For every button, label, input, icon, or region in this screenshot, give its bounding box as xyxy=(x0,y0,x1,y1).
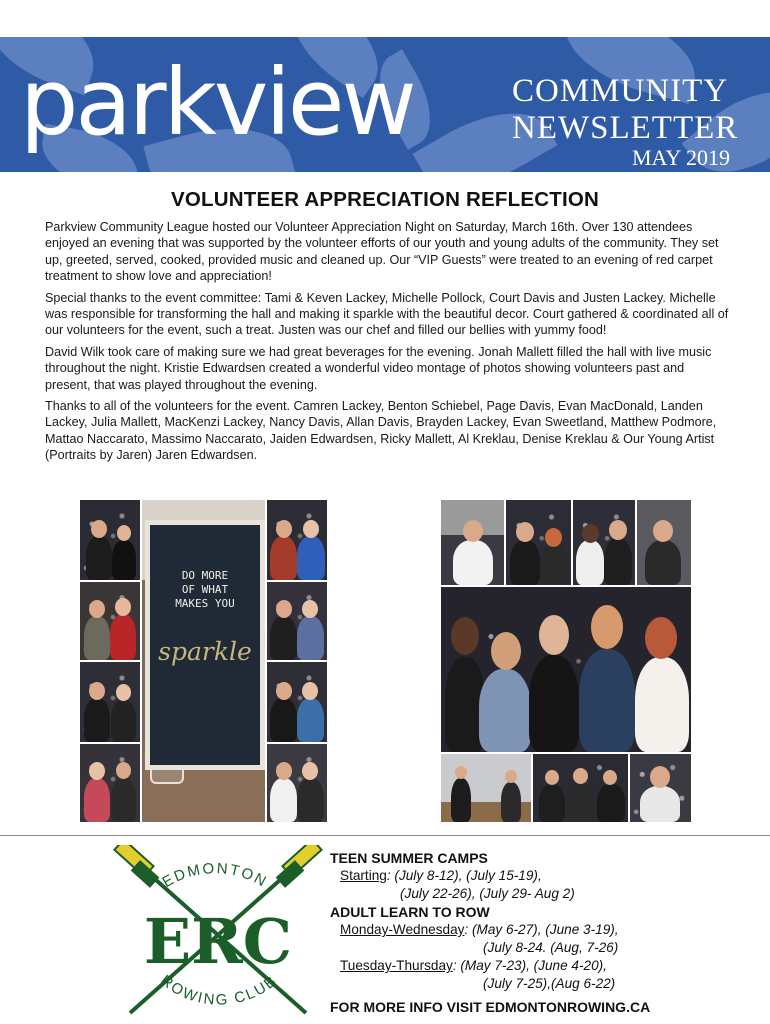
article-paragraph: Special thanks to the event committee: Tami & Keven Lackey, Michelle Pollock, Court Davis and Justen Lackey. Michelle was responsible for transforming the hall and making it sparkle with the beautiful decor. Court gathered & coordinated all of our volunteers for the event, such a treat. Justen was our chef and filled our bellies with yummy food! xyxy=(45,290,729,338)
edmonton-rowing-club-logo xyxy=(110,845,325,1020)
masthead-title: parkview xyxy=(20,49,414,156)
event-photo xyxy=(80,500,140,580)
teen-camps-line: Starting: (July 8-12), (July 15-19), xyxy=(340,868,542,883)
newsletter-masthead xyxy=(0,37,770,172)
masthead-subtitle-community: COMMUNITY xyxy=(512,73,729,109)
logo-monogram: ERC xyxy=(143,905,293,978)
mw-schedule-line: (July 8-24. (Aug, 7-26) xyxy=(483,940,619,955)
masthead-subtitle-newsletter: NEWSLETTER xyxy=(512,110,739,146)
event-photo xyxy=(637,500,691,585)
event-photo xyxy=(506,500,571,585)
svg-text:EDMONTON xyxy=(160,860,271,891)
adult-learn-heading: ADULT LEARN TO ROW xyxy=(330,904,490,920)
event-photo xyxy=(533,754,628,822)
mw-schedule-line: Monday-Wednesday: (May 6-27), (June 3-19), xyxy=(340,922,619,937)
logo-bottom-text: ROWING CLUB xyxy=(157,971,281,1009)
event-photo xyxy=(267,500,327,580)
article-headline: VOLUNTEER APPRECIATION REFLECTION xyxy=(170,188,599,211)
logo-top-text: EDMONTON xyxy=(159,860,271,892)
tt-schedule-line: Tuesday-Thursday: (May 7-23), (June 4-20), xyxy=(340,958,607,973)
more-info-footer: FOR MORE INFO VISIT EDMONTONROWING.CA xyxy=(330,999,651,1015)
sign-text: DO MORE OF WHAT MAKES YOU xyxy=(175,569,235,610)
event-group-photo xyxy=(441,587,691,752)
event-photo xyxy=(267,662,327,742)
section-divider xyxy=(0,835,770,836)
event-photo xyxy=(267,744,327,822)
rowing-ad-text xyxy=(330,849,760,1016)
event-photo xyxy=(80,582,140,660)
sign-script-word: sparkle xyxy=(158,637,252,666)
article-paragraph: David Wilk took care of making sure we had great beverages for the evening. Jonah Mallett filled the hall with live music throughout the night. Kristie Edwardsen created a wonderful video montage of photos showing volunteers past and present, that was played throughout the evening. xyxy=(45,344,712,392)
event-photo xyxy=(441,754,531,822)
teen-camps-heading: TEEN SUMMER CAMPS xyxy=(330,850,488,866)
teen-camps-line: (July 22-26), (July 29- Aug 2) xyxy=(400,886,575,901)
sparkle-sign xyxy=(145,520,265,770)
event-photo xyxy=(573,500,635,585)
event-photo xyxy=(80,744,140,822)
event-photo xyxy=(267,582,327,660)
article-body xyxy=(45,219,730,469)
event-photo xyxy=(630,754,691,822)
article-paragraph: Parkview Community League hosted our Volunteer Appreciation Night on Saturday, March 16th. Over 130 attendees enjoyed an evening that was supported by the volunteer efforts of our youth and young adults of the community. They set up, greeted, served, cooked, provided music and cleaned up. Our “VIP Guests” were treated to an evening of red carpet treatment to show love and appreciation! xyxy=(45,220,719,284)
article-paragraph: Thanks to all of the volunteers for the event. Camren Lackey, Benton Schiebel, Page Davis, Evan MacDonald, Landen Lackey, Julia Mallett, MacKenzi Lackey, Nancy Davis, Allan Davis, Brayden Lackey, Evan Sweetland, Matthew Podmore, Mattao Naccarato, Massimo Naccarato, Jaiden Edwardsen, Ricky Mallett, Al Kreklau, Denise Kreklau & Our Young Artist (Portraits by Jaren) Jaren Edwardsen. xyxy=(45,399,717,463)
event-photo xyxy=(80,662,140,742)
event-photo xyxy=(441,500,504,585)
tt-schedule-line: (July 7-25),(Aug 6-22) xyxy=(483,976,616,991)
issue-date: MAY 2019 xyxy=(632,145,731,170)
